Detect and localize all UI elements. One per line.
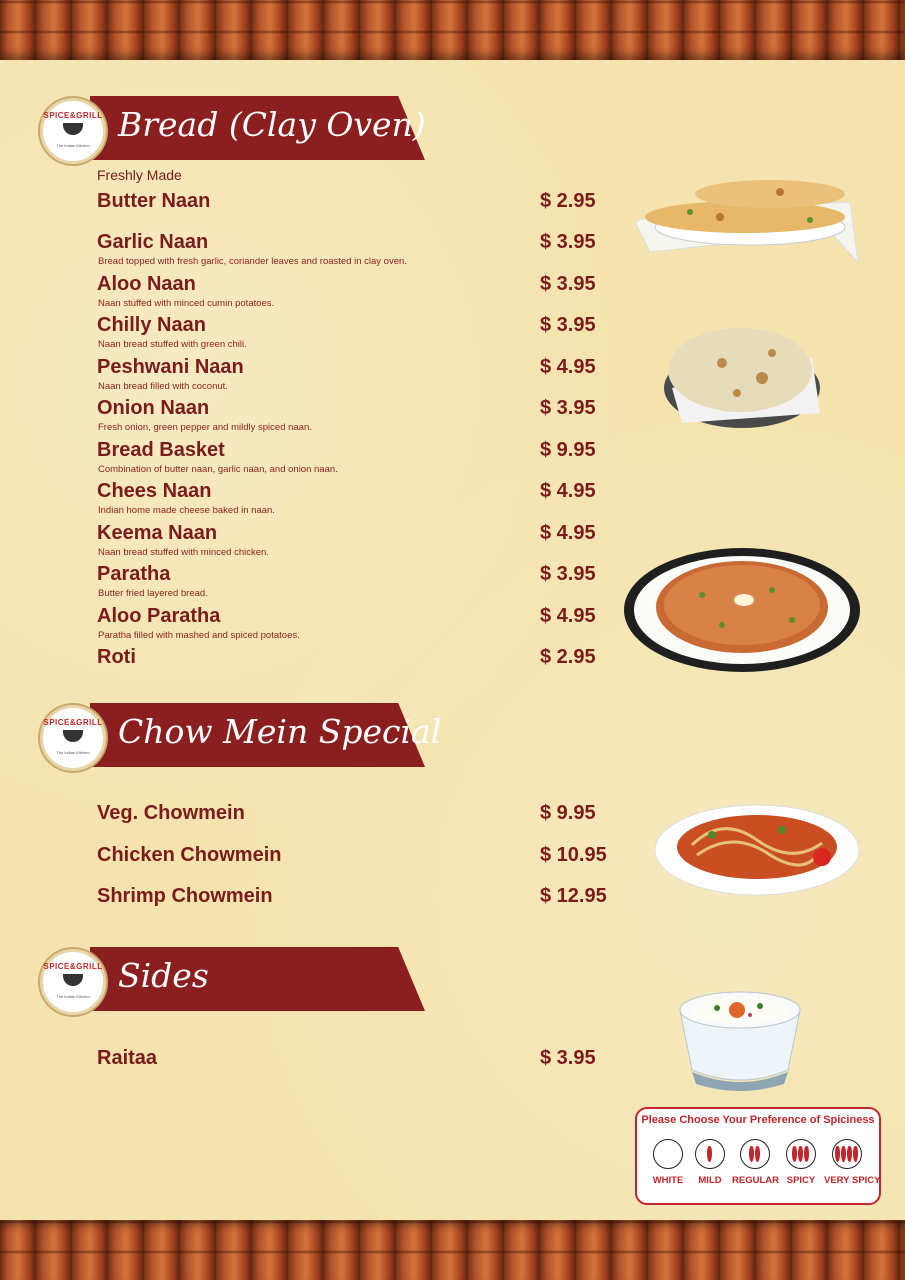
menu-item-name: Aloo Paratha [97,605,221,627]
menu-item-price: $ 12.95 [540,885,607,907]
restaurant-logo [40,949,106,1015]
menu-item-description: Naan bread filled with coconut. [98,381,228,392]
logo-tagline: The Indian Kitchen [56,994,90,999]
menu-item-price: $ 4.95 [540,522,596,544]
chili-icon [740,1139,770,1169]
logo-tagline: The Indian Kitchen [56,750,90,755]
menu-item-name: Raitaa [97,1047,158,1069]
logo-text: SPICE&GRILL [43,111,103,120]
menu-item-name: Chees Naan [97,480,212,502]
spiciness-title: Please Choose Your Preference of Spiciness [641,1114,875,1126]
chili-icon [653,1139,683,1169]
roof-tiles-bottom [0,1220,905,1280]
menu-item-price: $ 4.95 [540,356,596,378]
menu-item-name: Veg. Chowmein [97,802,245,824]
menu-item-description: Butter fried layered bread. [98,588,208,599]
menu-item-description: Bread topped with fresh garlic, coriander leaves and roasted in clay oven. [98,256,407,267]
menu-item-price: $ 4.95 [540,605,596,627]
spiciness-label: MILD [698,1175,722,1186]
menu-item-name: Peshwani Naan [97,356,244,378]
menu-item-price: $ 3.95 [540,563,596,585]
spiciness-option [778,1139,824,1186]
menu-item-name: Garlic Naan [97,231,209,253]
menu-item-description: Combination of butter naan, garlic naan, and onion naan. [98,464,338,475]
logo-text: SPICE&GRILL [43,962,103,971]
section-subtitle: Freshly Made [97,167,182,183]
paratha-image [622,545,862,675]
menu-item-price: $ 3.95 [540,314,596,336]
menu-item-price: $ 3.95 [540,231,596,253]
menu-item-price: $ 2.95 [540,646,596,668]
spiciness-legend [635,1107,881,1205]
spiciness-label: REGULAR [732,1175,779,1186]
grill-icon [63,730,83,742]
menu-item-description: Indian home made cheese baked in naan. [98,505,275,516]
spiciness-label: SPICY [786,1175,816,1186]
menu-item-price: $ 3.95 [540,273,596,295]
restaurant-logo [40,98,106,164]
menu-item-price: $ 3.95 [540,1047,596,1069]
menu-item-description: Naan bread stuffed with green chili. [98,339,247,350]
menu-item-description: Paratha filled with mashed and spiced potatoes. [98,630,300,641]
restaurant-logo [40,705,106,771]
roof-tiles-top [0,0,905,60]
section-title-bread: Bread (Clay Oven) [118,105,426,144]
menu-item-name: Paratha [97,563,171,585]
menu-item-name: Butter Naan [97,190,211,212]
menu-item-price: $ 9.95 [540,439,596,461]
section-title-sides: Sides [118,956,209,995]
spiciness-label: WHITE [652,1175,684,1186]
menu-item-name: Roti [97,646,136,668]
chili-icon [786,1139,816,1169]
menu-item-name: Chilly Naan [97,314,206,336]
logo-text: SPICE&GRILL [43,718,103,727]
menu-item-description: Fresh onion, green pepper and mildly spiced naan. [98,422,312,433]
menu-item-price: $ 4.95 [540,480,596,502]
grill-icon [63,123,83,135]
menu-item-price: $ 10.95 [540,844,607,866]
menu-item-name: Aloo Naan [97,273,196,295]
menu-item-description: Naan bread stuffed with minced chicken. [98,547,269,558]
bread-basket-image [662,318,822,433]
spiciness-option [687,1139,733,1186]
menu-item-description: Naan stuffed with minced cumin potatoes. [98,298,275,309]
spiciness-option [732,1139,778,1186]
chili-icon [832,1139,862,1169]
menu-item-name: Bread Basket [97,439,225,461]
menu-item-name: Onion Naan [97,397,210,419]
menu-item-name: Chicken Chowmein [97,844,282,866]
chowmein-image [652,795,862,900]
spiciness-label: VERY SPICY [824,1175,881,1186]
section-title-chowmein: Chow Mein Special [118,712,442,751]
spiciness-option [824,1139,881,1186]
raita-image [672,980,808,1092]
butter-naan-image [630,172,860,262]
spiciness-option [645,1139,691,1186]
logo-tagline: The Indian Kitchen [56,143,90,148]
menu-item-name: Keema Naan [97,522,218,544]
grill-icon [63,974,83,986]
chili-icon [695,1139,725,1169]
menu-item-price: $ 2.95 [540,190,596,212]
menu-item-price: $ 3.95 [540,397,596,419]
menu-item-name: Shrimp Chowmein [97,885,273,907]
menu-item-price: $ 9.95 [540,802,596,824]
